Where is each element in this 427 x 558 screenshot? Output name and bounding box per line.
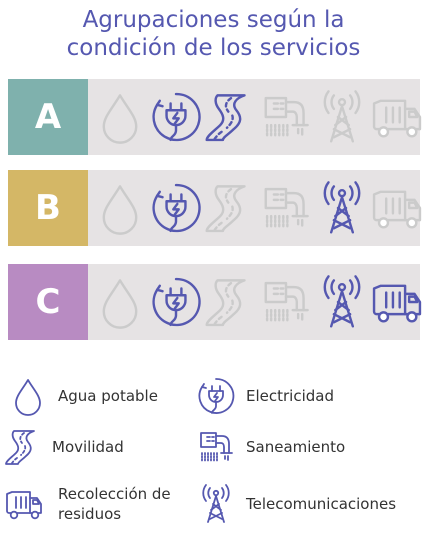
legend-movilidad bbox=[4, 427, 124, 467]
garbage-truck-icon bbox=[369, 85, 425, 149]
legend-label: Telecomunicaciones bbox=[246, 495, 397, 513]
road-icon bbox=[203, 270, 259, 334]
group-letter: B bbox=[8, 170, 88, 246]
garbage-truck-icon bbox=[369, 176, 425, 240]
title-line-1: Agrupaciones según la bbox=[82, 7, 345, 33]
electricity-plug-icon bbox=[148, 85, 204, 149]
legend-label-line-2: residuos bbox=[58, 505, 122, 523]
legend-recoleccion bbox=[4, 484, 171, 524]
sanitation-pipe-icon bbox=[258, 270, 314, 334]
group-row-c bbox=[8, 264, 420, 340]
antenna-tower-icon bbox=[314, 270, 370, 334]
water-drop-icon bbox=[8, 376, 48, 416]
road-icon bbox=[203, 176, 259, 240]
legend-saneamiento bbox=[196, 427, 345, 467]
group-row-a bbox=[8, 79, 420, 155]
water-drop-icon bbox=[92, 176, 148, 240]
legend-label: Saneamiento bbox=[246, 438, 346, 456]
antenna-tower-icon bbox=[196, 484, 236, 524]
sanitation-pipe-icon bbox=[258, 85, 314, 149]
legend-label bbox=[58, 484, 171, 524]
title-line-2: condición de los servicios bbox=[66, 35, 361, 61]
group-letter: A bbox=[8, 79, 88, 155]
group-letter: C bbox=[8, 264, 88, 340]
antenna-tower-icon bbox=[314, 85, 370, 149]
sanitation-pipe-icon bbox=[258, 176, 314, 240]
legend-label: Agua potable bbox=[58, 387, 158, 405]
page-title bbox=[0, 6, 427, 62]
antenna-tower-icon bbox=[314, 176, 370, 240]
group-row-b bbox=[8, 170, 420, 246]
legend-electricidad bbox=[196, 376, 334, 416]
water-drop-icon bbox=[92, 85, 148, 149]
legend-label: Electricidad bbox=[246, 387, 334, 405]
electricity-plug-icon bbox=[148, 270, 204, 334]
road-icon bbox=[4, 427, 44, 467]
electricity-plug-icon bbox=[148, 176, 204, 240]
water-drop-icon bbox=[92, 270, 148, 334]
legend-label: Movilidad bbox=[52, 438, 124, 456]
road-icon bbox=[203, 85, 259, 149]
garbage-truck-icon bbox=[369, 270, 425, 334]
legend-label-line-1: Recolección de bbox=[58, 485, 171, 503]
sanitation-pipe-icon bbox=[196, 427, 236, 467]
garbage-truck-icon bbox=[4, 484, 44, 524]
legend-agua bbox=[8, 376, 158, 416]
legend-telecom bbox=[196, 484, 396, 524]
electricity-plug-icon bbox=[196, 376, 236, 416]
